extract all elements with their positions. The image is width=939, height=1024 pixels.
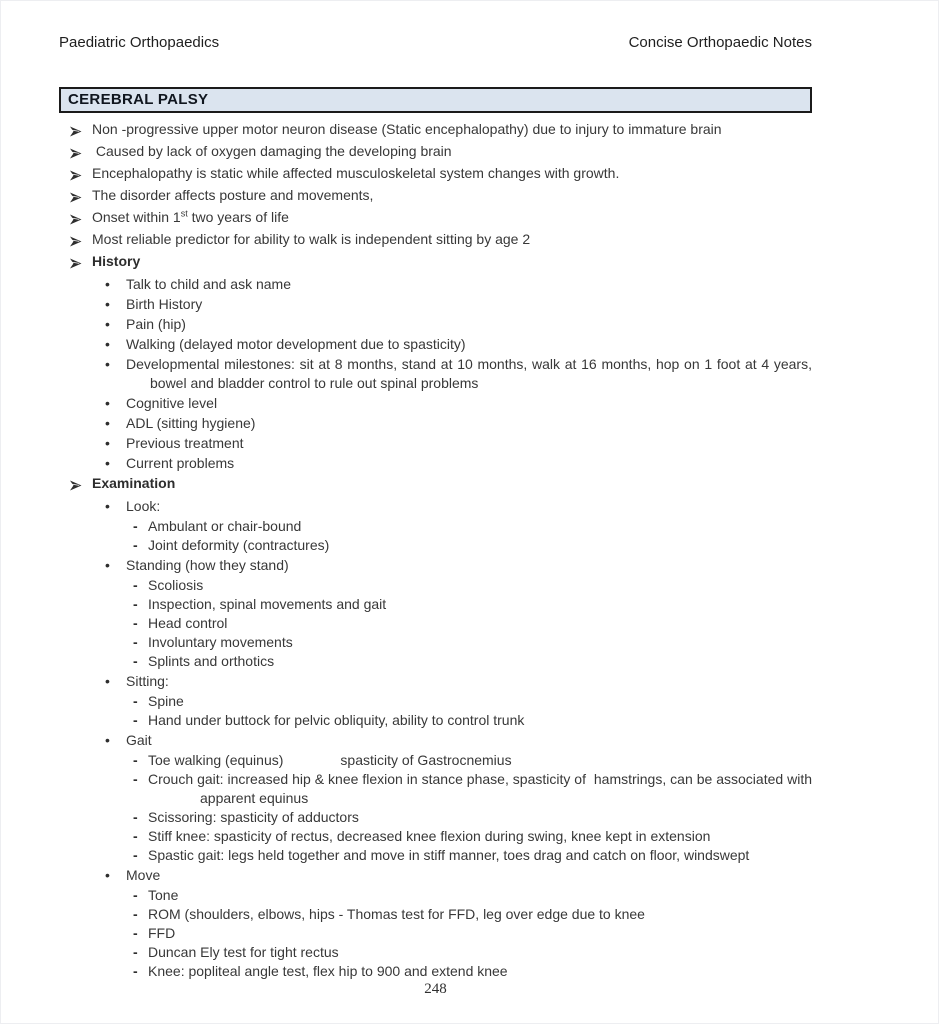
dash-item <box>59 962 812 981</box>
bullet-item <box>59 414 812 433</box>
arrow-bullet-icon <box>59 120 92 142</box>
item-text <box>148 924 812 943</box>
superscript-text: st <box>180 208 188 219</box>
item-text <box>92 142 812 161</box>
section-title-box <box>59 87 812 113</box>
item-text <box>148 751 812 770</box>
item-text-main: Talk to child and ask name <box>126 276 291 292</box>
arrow-bullet-icon <box>59 230 92 252</box>
bullet-item <box>59 731 812 750</box>
dot-bullet-icon: • <box>105 673 110 689</box>
item-text <box>92 164 812 183</box>
dash-bullet-icon: - <box>133 577 138 593</box>
arrow-item <box>59 208 812 230</box>
dot-bullet-icon: • <box>105 732 110 748</box>
item-text <box>92 186 812 205</box>
item-text-main: Inspection, spinal movements and gait <box>148 596 387 612</box>
item-text-main: Look: <box>126 498 161 514</box>
item-text-main: Spine <box>148 693 184 709</box>
item-text-main: Encephalopathy is static while affected musculoskeletal system changes with growth. <box>92 165 620 181</box>
arrow-item <box>59 252 812 274</box>
item-text <box>148 711 812 730</box>
item-text <box>148 827 812 846</box>
item-text <box>126 394 812 413</box>
item-text <box>126 866 812 885</box>
dash-bullet-icon: - <box>133 944 138 960</box>
item-text <box>148 517 812 536</box>
dash-bullet-icon: - <box>133 963 138 979</box>
dash-item <box>59 595 812 614</box>
item-text-main: Stiff knee: spasticity of rectus, decreased knee flexion during swing, knee kept in extension <box>148 828 711 844</box>
dash-item <box>59 905 812 924</box>
bullet-item <box>59 315 812 334</box>
item-text <box>92 252 812 271</box>
item-text-main: Examination <box>92 475 176 491</box>
item-text <box>148 633 812 652</box>
item-text-main: Standing (how they stand) <box>126 557 289 573</box>
item-text-main: Move <box>126 867 161 883</box>
arrow-bullet-icon <box>59 186 92 208</box>
dash-bullet-icon: - <box>133 752 138 768</box>
arrow-item <box>59 186 812 208</box>
item-text-main: Non -progressive upper motor neuron disease (Static encephalopathy) due to injury to immature brain <box>92 121 722 137</box>
item-text <box>148 808 812 827</box>
item-text <box>148 905 812 924</box>
item-text-main: Tone <box>148 887 179 903</box>
item-text-after-gap: spasticity of Gastrocnemius <box>340 752 512 768</box>
page-number: 248 <box>424 981 447 997</box>
bullet-item <box>59 394 812 413</box>
item-text-after: two years of life <box>187 209 289 225</box>
item-text-main: Crouch gait: increased hip & knee flexion in stance phase, spasticity of hamstrings, can be associated with apparent equinus <box>148 771 816 806</box>
bullet-item <box>59 355 816 393</box>
section-title: CEREBRAL PALSY <box>68 91 209 108</box>
header-left-title: Paediatric Orthopaedics <box>59 34 220 51</box>
item-text <box>126 731 812 750</box>
item-text <box>126 315 812 334</box>
item-text <box>92 474 812 493</box>
bullet-item <box>59 275 812 294</box>
item-text <box>126 497 812 516</box>
item-text <box>148 536 812 555</box>
item-text-main: Knee: popliteal angle test, flex hip to 900 and extend knee <box>148 963 508 979</box>
item-text-main: Hand under buttock for pelvic obliquity, ability to control trunk <box>148 712 525 728</box>
dash-item <box>59 943 812 962</box>
bullet-item <box>59 556 812 575</box>
dash-item <box>59 846 812 865</box>
item-text-main: Caused by lack of oxygen damaging the developing brain <box>92 143 452 159</box>
arrow-bullet-icon <box>59 208 92 230</box>
dash-item <box>59 517 812 536</box>
bullet-item <box>59 866 812 885</box>
item-text-main: The disorder affects posture and movements, <box>92 187 374 203</box>
dash-bullet-icon: - <box>133 809 138 825</box>
bullet-item <box>59 335 812 354</box>
dot-bullet-icon: • <box>105 455 110 471</box>
arrow-item <box>59 164 812 186</box>
item-text <box>148 770 816 808</box>
item-text-main: Involuntary movements <box>148 634 293 650</box>
item-text-main: Spastic gait: legs held together and move in stiff manner, toes drag and catch on floor, windswept <box>148 847 750 863</box>
arrow-item <box>59 142 812 164</box>
item-text <box>148 692 812 711</box>
dash-item <box>59 633 812 652</box>
dot-bullet-icon: • <box>105 867 110 883</box>
dash-bullet-icon: - <box>133 537 138 553</box>
dash-item <box>59 536 812 555</box>
item-text-main: ROM (shoulders, elbows, hips - Thomas test for FFD, leg over edge due to knee <box>148 906 645 922</box>
dash-bullet-icon: - <box>133 847 138 863</box>
dash-bullet-icon: - <box>133 596 138 612</box>
item-text-main: Scissoring: spasticity of adductors <box>148 809 359 825</box>
item-text-main: Splints and orthotics <box>148 653 275 669</box>
item-text <box>148 846 812 865</box>
item-text <box>148 614 812 633</box>
dash-item <box>59 614 812 633</box>
dash-bullet-icon: - <box>133 615 138 631</box>
item-text-main: Duncan Ely test for tight rectus <box>148 944 339 960</box>
item-text-main: Most reliable predictor for ability to walk is independent sitting by age 2 <box>92 231 531 247</box>
item-text-main: Walking (delayed motor development due to spasticity) <box>126 336 466 352</box>
item-text <box>126 355 816 393</box>
arrow-item <box>59 474 812 496</box>
item-text <box>92 230 812 249</box>
dot-bullet-icon: • <box>105 276 110 292</box>
dash-bullet-icon: - <box>133 634 138 650</box>
item-text-main: Developmental milestones: sit at 8 months, stand at 10 months, walk at 16 months, hop on 1 foot at 4 years, bowel and bladder control to rule out spinal problems <box>126 356 816 391</box>
dot-bullet-icon: • <box>105 415 110 431</box>
item-text <box>126 295 812 314</box>
dash-item <box>59 711 812 730</box>
arrow-bullet-icon <box>59 164 92 186</box>
dash-bullet-icon: - <box>133 518 138 534</box>
dot-bullet-icon: • <box>105 336 110 352</box>
item-text <box>126 414 812 433</box>
item-text <box>126 434 812 453</box>
item-text <box>92 120 812 139</box>
page-content <box>59 0 816 997</box>
item-text-main: Toe walking (equinus) <box>148 752 284 768</box>
item-text <box>148 943 812 962</box>
dot-bullet-icon: • <box>105 296 110 312</box>
running-header <box>59 0 812 52</box>
item-text-main: Scoliosis <box>148 577 204 593</box>
item-text-main: Onset within 1 <box>92 209 181 225</box>
item-text <box>126 672 812 691</box>
dash-bullet-icon: - <box>133 906 138 922</box>
item-text-main: Head control <box>148 615 228 631</box>
item-text-main: Joint deformity (contractures) <box>148 537 330 553</box>
bullet-item <box>59 497 812 516</box>
item-text <box>148 652 812 671</box>
item-text <box>126 556 812 575</box>
item-text-main: FFD <box>148 925 176 941</box>
item-text-main: Birth History <box>126 296 203 312</box>
dash-bullet-icon: - <box>133 712 138 728</box>
item-text-main: Sitting: <box>126 673 169 689</box>
item-text-main: Gait <box>126 732 152 748</box>
item-text <box>126 454 812 473</box>
dot-bullet-icon: • <box>105 316 110 332</box>
bullet-list <box>59 120 816 981</box>
dash-item <box>59 770 816 808</box>
dash-item <box>59 808 812 827</box>
item-text-main: Previous treatment <box>126 435 244 451</box>
item-text <box>126 275 812 294</box>
item-text-main: Ambulant or chair-bound <box>148 518 302 534</box>
dash-bullet-icon: - <box>133 771 138 787</box>
dash-bullet-icon: - <box>133 828 138 844</box>
arrow-bullet-icon <box>59 474 92 496</box>
item-text-main: Current problems <box>126 455 235 471</box>
dash-bullet-icon: - <box>133 887 138 903</box>
item-text <box>92 208 812 227</box>
item-text-main: ADL (sitting hygiene) <box>126 415 256 431</box>
item-text <box>148 576 812 595</box>
header-right-title: Concise Orthopaedic Notes <box>628 34 812 51</box>
dash-item <box>59 692 812 711</box>
dot-bullet-icon: • <box>105 356 110 372</box>
bullet-item <box>59 434 812 453</box>
dot-bullet-icon: • <box>105 395 110 411</box>
dot-bullet-icon: • <box>105 557 110 573</box>
bullet-item <box>59 295 812 314</box>
arrow-item <box>59 120 812 142</box>
dot-bullet-icon: • <box>105 498 110 514</box>
dash-item <box>59 886 812 905</box>
item-text-main: Cognitive level <box>126 395 218 411</box>
item-text-main: History <box>92 253 141 269</box>
dash-item <box>59 576 812 595</box>
item-text <box>148 595 812 614</box>
dash-item <box>59 652 812 671</box>
arrow-item <box>59 230 812 252</box>
bullet-item <box>59 454 812 473</box>
dash-bullet-icon: - <box>133 653 138 669</box>
item-text <box>148 962 812 981</box>
item-text <box>148 886 812 905</box>
dot-bullet-icon: • <box>105 435 110 451</box>
item-text-main: Pain (hip) <box>126 316 186 332</box>
dash-bullet-icon: - <box>133 925 138 941</box>
dash-item <box>59 924 812 943</box>
item-text <box>126 335 812 354</box>
arrow-bullet-icon <box>59 252 92 274</box>
bullet-item <box>59 672 812 691</box>
dash-bullet-icon: - <box>133 693 138 709</box>
arrow-bullet-icon <box>59 142 92 164</box>
dash-item <box>59 827 812 846</box>
dash-item <box>59 751 812 770</box>
